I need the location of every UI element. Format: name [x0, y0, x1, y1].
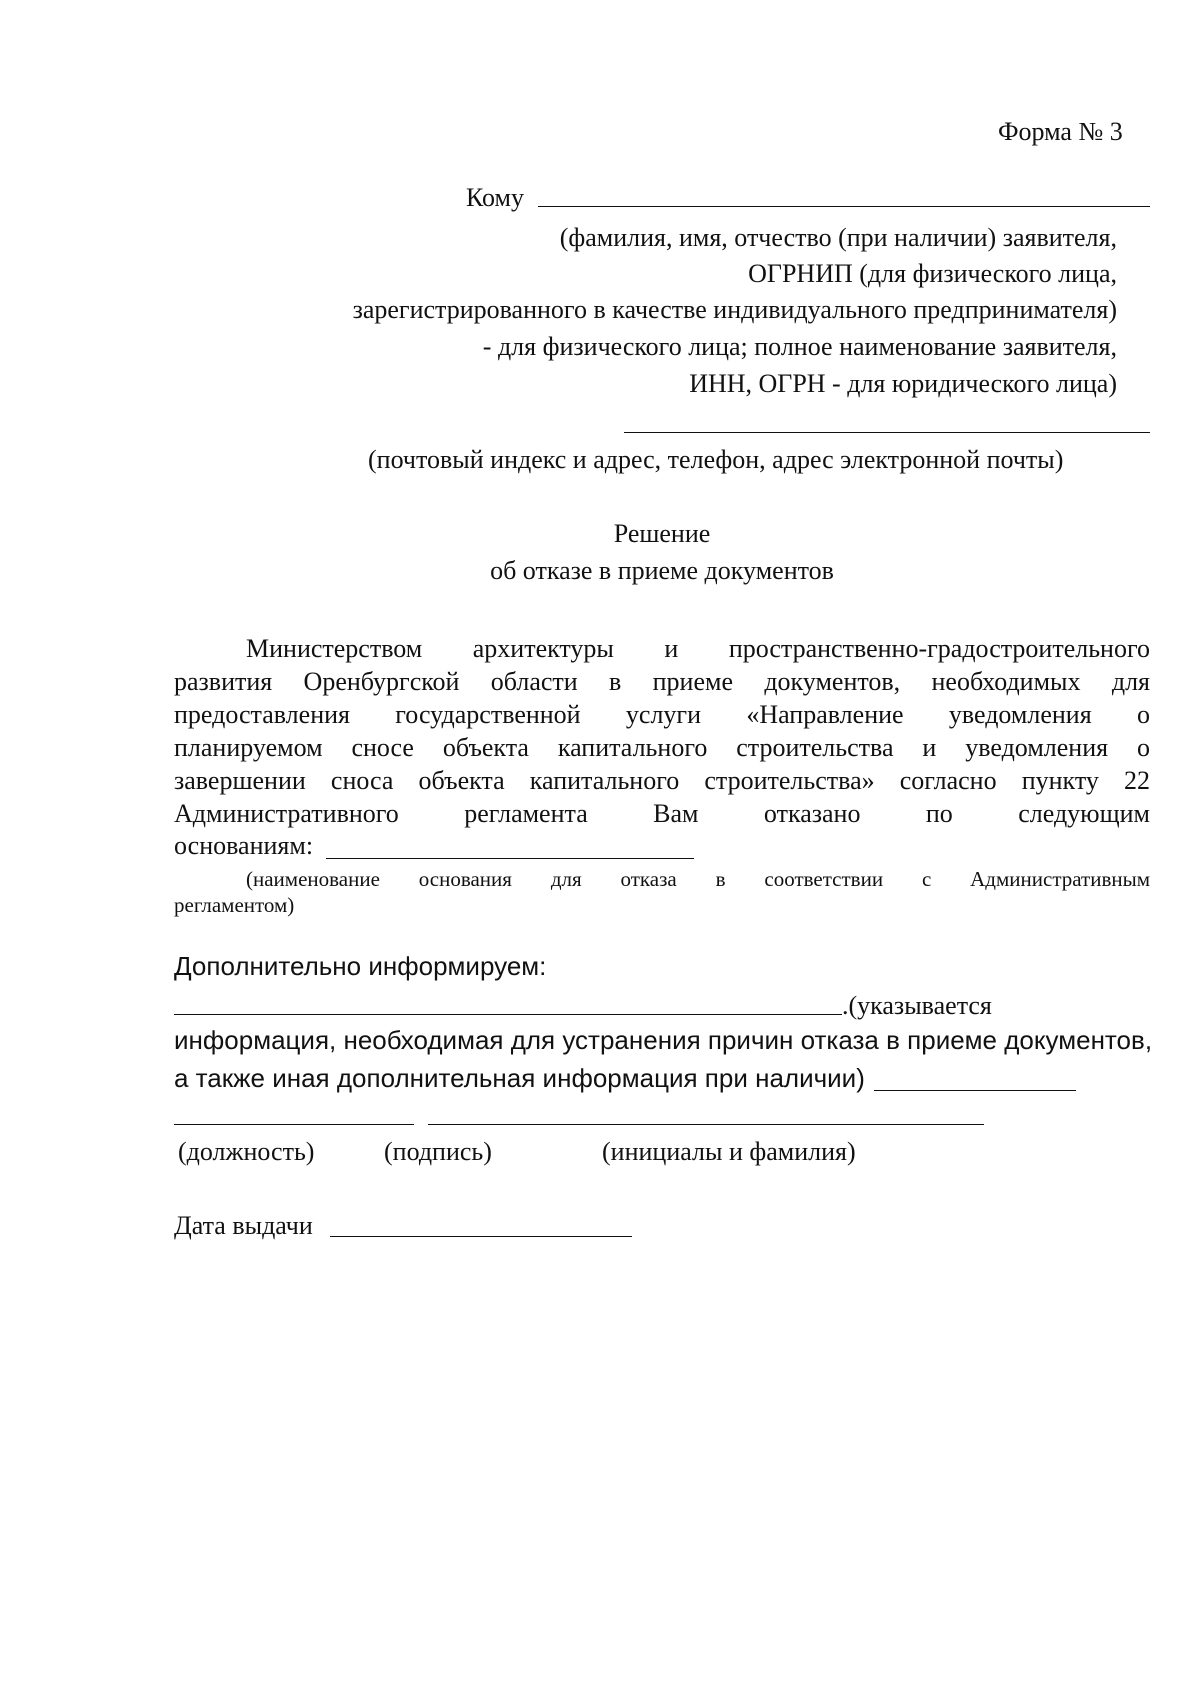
addressee-hint-line-5: ИНН, ОГРН - для юридического лица) [689, 369, 1117, 398]
issue-date-label: Дата выдачи [174, 1211, 313, 1240]
additional-line-3: а также иная дополнительная информация при наличии) [174, 1063, 865, 1093]
signature-name-field[interactable] [428, 1124, 984, 1125]
grounds-note-line-1: (наименование основания для отказа в соответствии с Административным [246, 867, 1150, 891]
body-line-2: развития Оренбургской области в приеме документов, необходимых для [174, 667, 1150, 696]
additional-extra-field[interactable] [874, 1090, 1076, 1091]
decision-body [174, 632, 1150, 830]
addressee-address-note: (почтовый индекс и адрес, телефон, адрес электронной почты) [368, 445, 1064, 474]
body-line-4: планируемом сносе объекта капитального строительства и уведомления о [174, 733, 1150, 762]
body-line-6: Административного регламента Вам отказано по следующим [174, 799, 1150, 828]
additional-line-1-suffix: .(указывается [842, 991, 992, 1020]
addressee-hint-line-2: ОГРНИП (для физического лица, [748, 259, 1117, 288]
document-title: Решение [613, 519, 711, 548]
grounds-note-line-2: регламентом) [174, 893, 295, 917]
addressee-hint-line-4: - для физического лица; полное наименование заявителя, [482, 332, 1117, 361]
addressee-address-field[interactable] [624, 432, 1150, 433]
grounds-note [174, 866, 1150, 918]
additional-label: Дополнительно информируем: [174, 951, 547, 981]
grounds-label: основаниям: [174, 831, 314, 860]
addressee-name-field[interactable] [538, 206, 1150, 207]
body-line-3: предоставления государственной услуги «Направление уведомления о [174, 700, 1150, 729]
name-caption: (инициалы и фамилия) [602, 1137, 856, 1166]
additional-line-2: информация, необходимая для устранения причин отказа в приеме документов, [174, 1025, 1153, 1055]
signature-caption: (подпись) [384, 1137, 492, 1166]
position-caption: (должность) [178, 1137, 315, 1166]
grounds-field[interactable] [326, 858, 694, 859]
body-line-1: Министерством архитектуры и пространственно-градостроительного [246, 634, 1150, 663]
position-field[interactable] [174, 1124, 414, 1125]
addressee-label: Кому [466, 183, 525, 212]
issue-date-field[interactable] [330, 1236, 632, 1237]
form-number: Форма № 3 [998, 117, 1123, 146]
body-line-5: завершении сноса объекта капитального строительства» согласно пункту 22 [174, 766, 1150, 795]
document-subtitle: об отказе в приеме документов [490, 556, 834, 585]
addressee-hint-line-3: зарегистрированного в качестве индивидуального предпринимателя) [352, 295, 1117, 324]
addressee-hint-line-1: (фамилия, имя, отчество (при наличии) заявителя, [559, 223, 1117, 252]
additional-info-field[interactable] [174, 1014, 842, 1015]
